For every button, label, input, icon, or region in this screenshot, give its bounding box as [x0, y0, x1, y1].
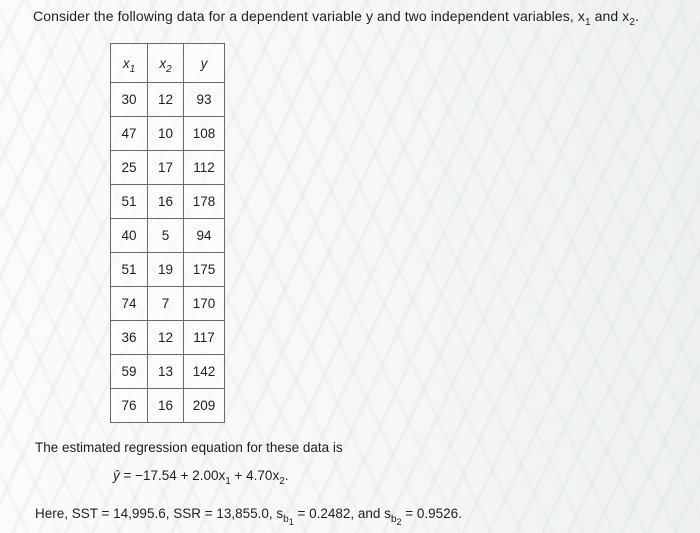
cell-x1: 59	[111, 355, 148, 389]
table-row	[111, 151, 225, 185]
cell-y: 170	[184, 287, 225, 321]
cell-y: 175	[184, 253, 225, 287]
cell-x1: 47	[111, 117, 148, 151]
given-mid: = 0.2482, and s	[293, 506, 391, 521]
equation-end: .	[284, 468, 289, 483]
table-row	[111, 355, 225, 389]
cell-x2: 10	[148, 117, 184, 151]
estimated-equation-intro: The estimated regression equation for these data is	[35, 440, 343, 455]
sb1-subsub: 1	[288, 517, 294, 527]
cell-x1: 25	[111, 151, 148, 185]
cell-y: 93	[184, 83, 225, 117]
cell-x2: 17	[148, 151, 184, 185]
prompt-x1-subscript: 1	[584, 17, 591, 28]
cell-x2: 16	[148, 389, 184, 423]
cell-x1: 76	[111, 389, 148, 423]
table-row	[111, 117, 225, 151]
regression-equation	[113, 468, 289, 487]
equation-part2: + 4.70x	[230, 468, 280, 483]
table-row	[111, 389, 225, 423]
cell-y: 117	[184, 321, 225, 355]
cell-x2: 12	[148, 83, 184, 117]
data-table	[110, 43, 225, 423]
table-row	[111, 219, 225, 253]
given-end: = 0.9526.	[401, 506, 462, 521]
cell-x1: 51	[111, 253, 148, 287]
sb2-subsub: 2	[396, 517, 402, 527]
cell-x1: 36	[111, 321, 148, 355]
sb1-subscript	[283, 514, 294, 525]
cell-y: 108	[184, 117, 225, 151]
prompt-end: .	[635, 8, 640, 24]
given-prefix: Here, SST = 14,995.6, SSR = 13,855.0, s	[35, 506, 284, 521]
equation-yhat: ŷ	[113, 468, 120, 483]
cell-x1: 51	[111, 185, 148, 219]
header-x1-subscript: 1	[129, 63, 136, 75]
cell-x1: 40	[111, 219, 148, 253]
header-y: y	[184, 44, 225, 83]
table-row	[111, 253, 225, 287]
given-statistics	[35, 506, 462, 527]
prompt-text: Consider the following data for a dependent variable y and two independent variables, x	[33, 8, 585, 24]
cell-x2: 13	[148, 355, 184, 389]
equation-x2-subscript: 2	[279, 476, 285, 487]
cell-x2: 16	[148, 185, 184, 219]
cell-y: 112	[184, 151, 225, 185]
table-row	[111, 83, 225, 117]
cell-y: 178	[184, 185, 225, 219]
sb1-sub-b: b	[283, 514, 289, 525]
cell-x2: 5	[148, 219, 184, 253]
table-row	[111, 321, 225, 355]
prompt-x2-subscript: 2	[629, 17, 636, 28]
cell-y: 94	[184, 219, 225, 253]
cell-x1: 30	[111, 83, 148, 117]
question-prompt	[33, 8, 640, 28]
header-x2-subscript: 2	[166, 63, 172, 75]
cell-x2: 19	[148, 253, 184, 287]
table-header-row	[111, 44, 225, 83]
cell-y: 209	[184, 389, 225, 423]
equation-x1-subscript: 1	[225, 476, 231, 487]
cell-y: 142	[184, 355, 225, 389]
table-row	[111, 287, 225, 321]
header-x2: $x_2$	[148, 44, 184, 83]
equation-part1: = −17.54 + 2.00x	[119, 468, 226, 483]
sb2-subscript	[391, 514, 402, 525]
cell-x2: 12	[148, 321, 184, 355]
header-x1: $x_1$	[111, 44, 148, 83]
prompt-mid: and x	[590, 8, 630, 24]
sb2-sub-b: b	[390, 514, 397, 525]
table-row	[111, 185, 225, 219]
cell-x2: 7	[148, 287, 184, 321]
cell-x1: 74	[111, 287, 148, 321]
